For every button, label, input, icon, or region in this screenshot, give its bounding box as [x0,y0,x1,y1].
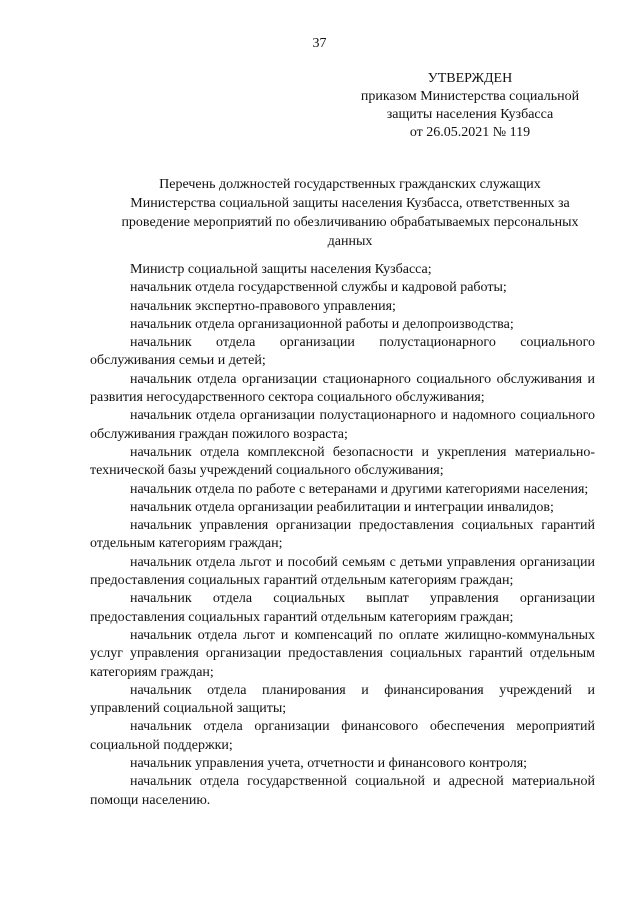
list-item: начальник отдела организации финансового обеспечения мероприятий социальной поддержки; [90,719,595,753]
list-item: начальник отдела организации полустационарного социального обслуживания семьи и детей; [90,335,595,369]
title-line: Перечень должностей государственных гражданских служащих [159,177,541,192]
title-line: проведение мероприятий по обезличиванию обрабатываемых персональных [121,215,579,230]
list-item: начальник экспертно-правового управления; [130,298,396,314]
list-item: начальник отдела планирования и финансирования учреждений и управлений социальной защиты; [90,682,595,717]
approval-stamp [340,70,600,142]
list-item: начальник отдела организации стационарного социального обслуживания и развития негосударственного сектора социального обслуживания; [90,371,595,406]
list-item: начальник отдела организации полустационарного и надомного социального обслуживания граждан пожилого возраста; [90,408,595,442]
list-item: начальник отдела государственной социальной и адресной материальной помощи населению. [90,774,595,808]
list-item: начальник отдела социальных выплат управления организации предоставления социальных гарантий отдельным категориям граждан; [90,591,595,625]
position-list [90,261,595,810]
list-item: начальник управления организации предоставления социальных гарантий отдельным категориям граждан; [90,518,595,552]
approval-heading: УТВЕРЖДЕН [427,71,513,86]
list-item: Министр социальной защиты населения Кузбасса; [130,262,432,277]
approval-order-line: приказом Министерства социальной [360,89,580,104]
list-item: начальник отдела государственной службы и кадровой работы; [130,280,507,296]
list-item: начальник отдела организационной работы и делопроизводства; [130,316,514,332]
list-item: начальник отдела льгот и компенсаций по оплате жилищно-коммунальных услуг управления организации предоставления социальных гарантий отдельным категориям граждан; [90,627,595,680]
title-line: Министерства социальной защиты населения Кузбасса, ответственных за [130,196,570,211]
list-item: начальник отдела по работе с ветеранами и другими категориями населения; [130,481,589,497]
list-item: начальник отдела комплексной безопасности и укрепления материально-технической базы учреждений социального обслуживания; [90,444,595,479]
approval-date-line: от 26.05.2021 № 119 [409,125,531,140]
approval-ministry-line: защиты населения Кузбасса [386,107,554,122]
document-title [60,175,639,251]
list-item: начальник отдела льгот и пособий семьям с детьми управления организации предоставления социальных гарантий отдельным категориям граждан; [90,554,595,589]
page-number: 37 [312,36,327,51]
list-item: начальник управления учета, отчетности и финансового контроля; [130,756,528,772]
list-item: начальник отдела организации реабилитации и интеграции инвалидов; [130,499,554,515]
title-line: данных [327,234,373,249]
